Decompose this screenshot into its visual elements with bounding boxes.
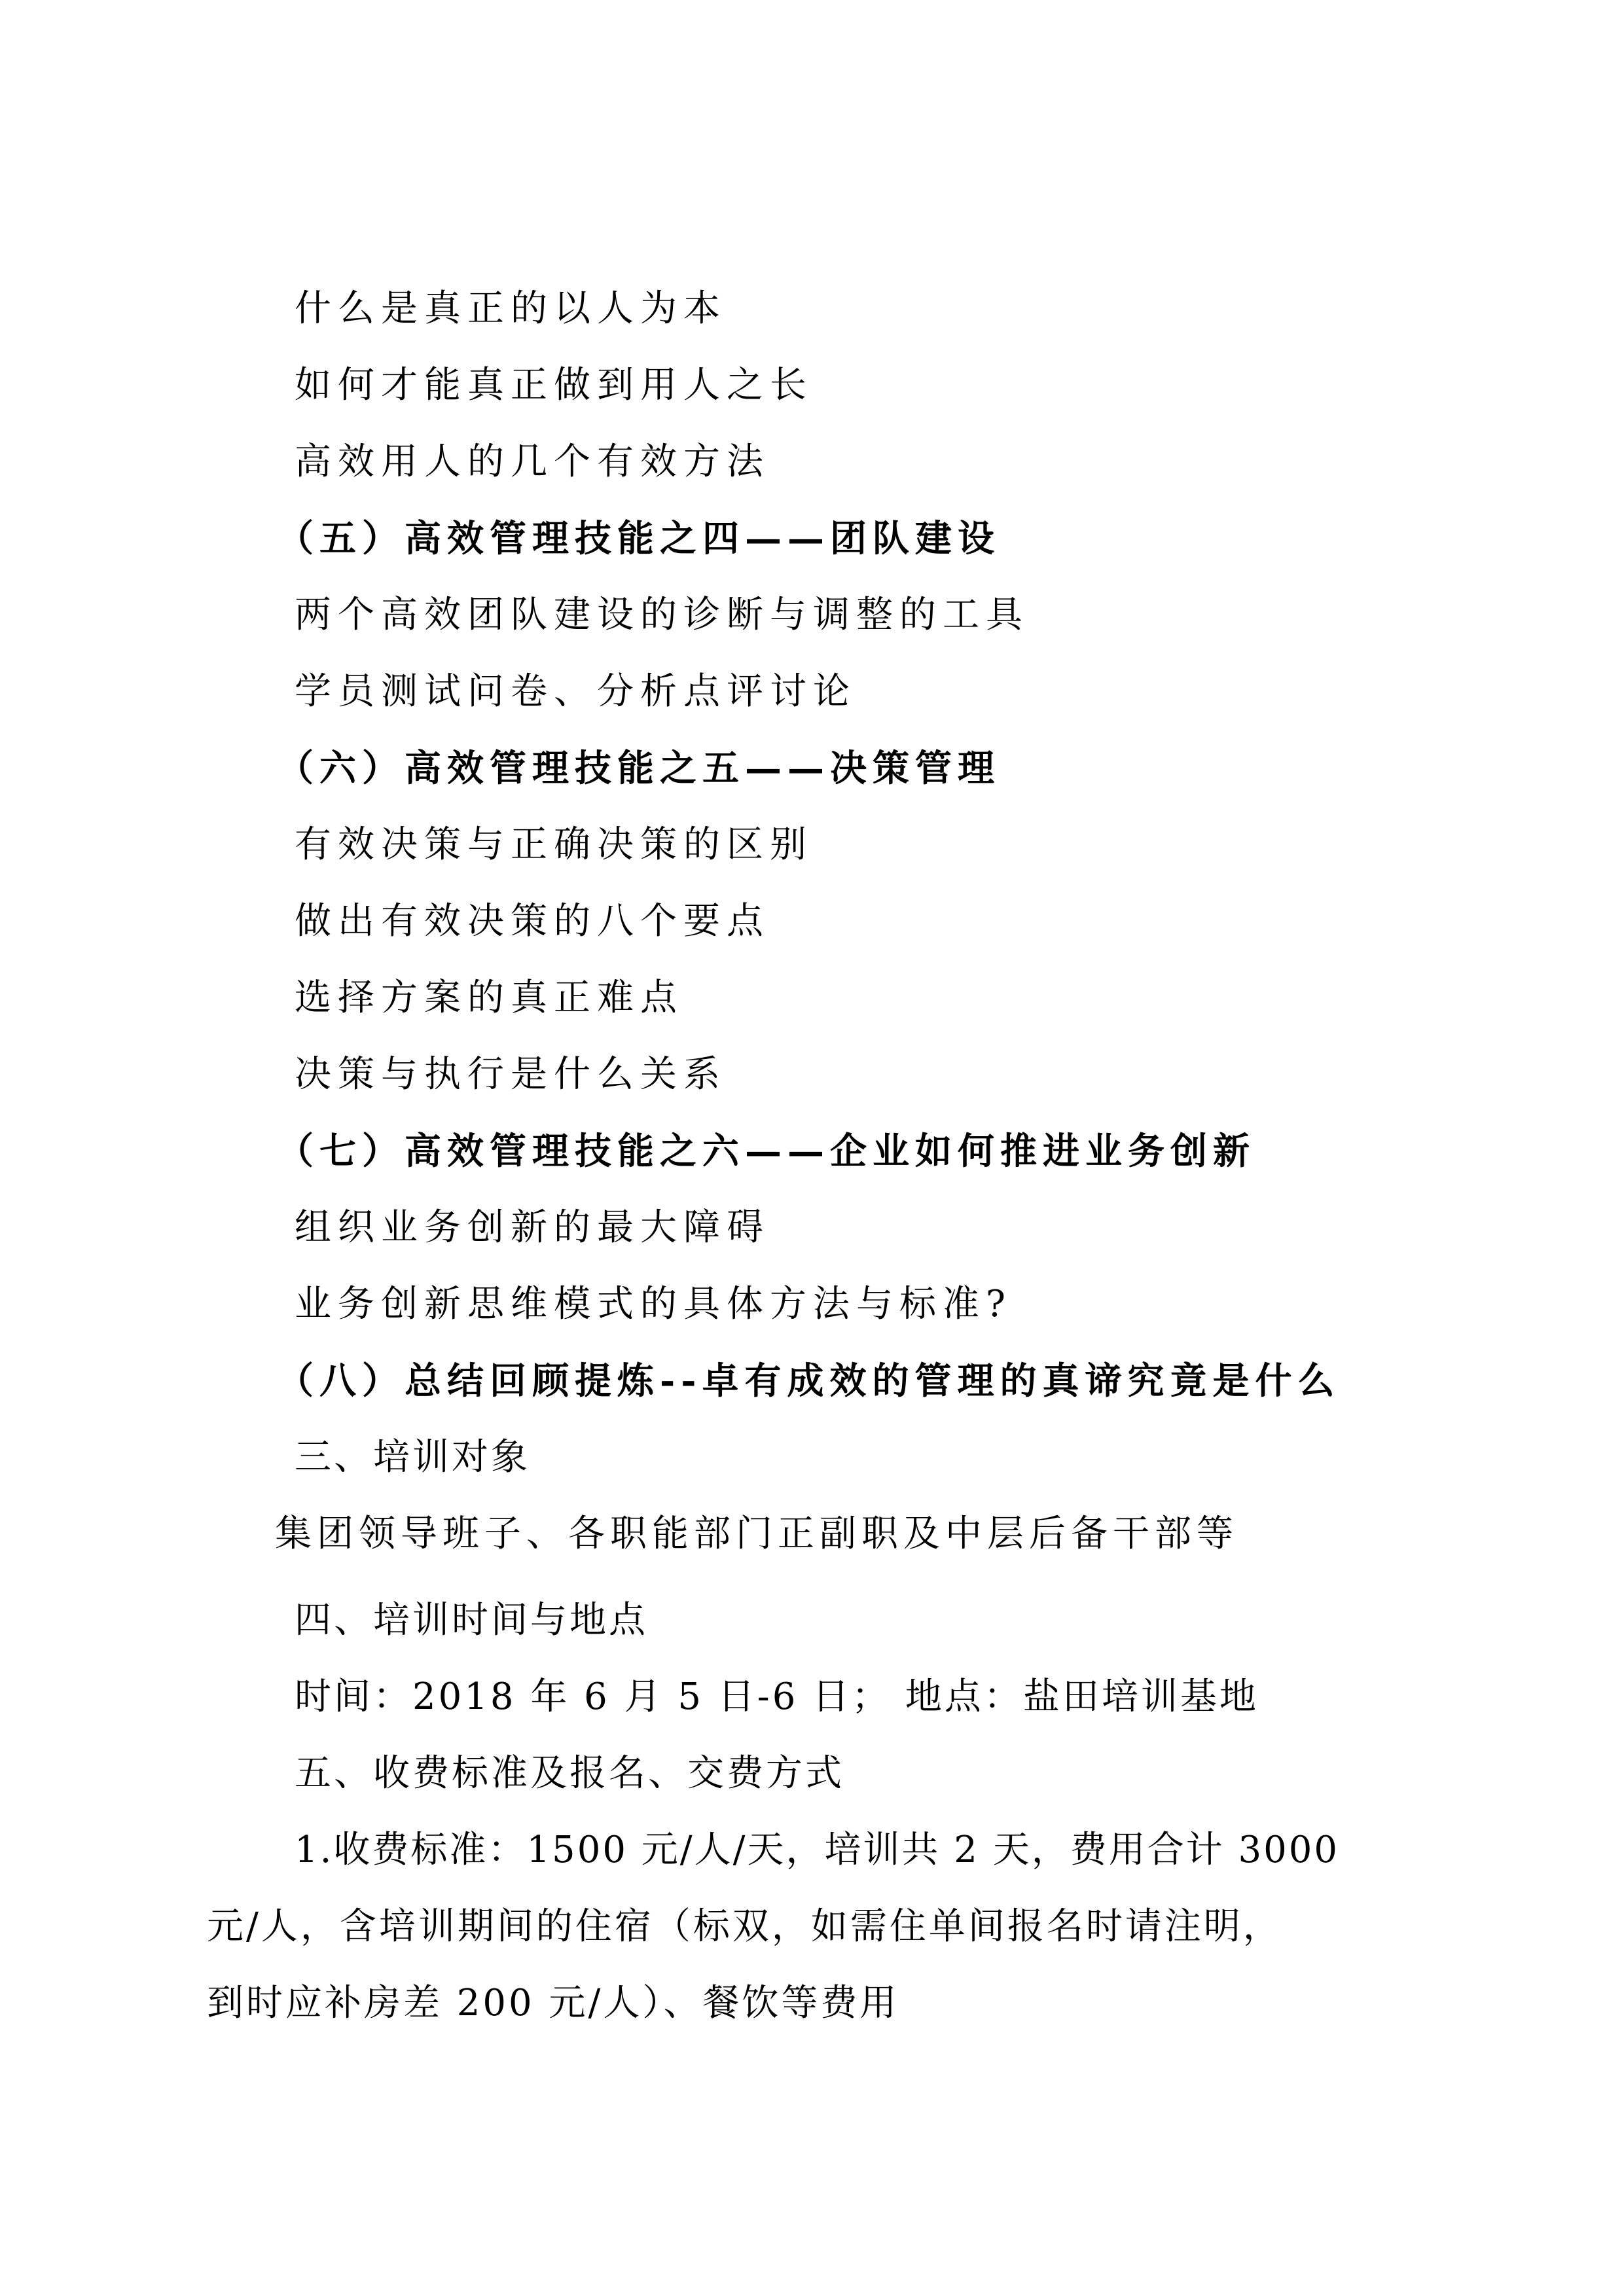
training-target-heading: 三、培训对象 xyxy=(295,1436,530,1479)
time-place-text: 时间：2018 年 6 月 5 日-6 日； 地点：盐田培训基地 xyxy=(295,1676,1259,1718)
fees-paragraph-line: 到时应补房差 200 元/人）、餐饮等费用 xyxy=(207,1982,899,2024)
list-item: 决策与执行是什么关系 xyxy=(295,1053,727,1096)
list-item: 什么是真正的以人为本 xyxy=(295,287,727,330)
list-item: 如何才能真正做到用人之长 xyxy=(295,364,813,406)
list-item: 做出有效决策的八个要点 xyxy=(295,900,770,942)
list-item: 学员测试问卷、分析点评讨论 xyxy=(295,670,856,713)
list-item: 有效决策与正确决策的区别 xyxy=(295,823,813,866)
list-item: 选择方案的真正难点 xyxy=(295,977,683,1019)
list-item: 两个高效团队建设的诊断与调整的工具 xyxy=(295,594,1029,636)
section-5-title: （五）高效管理技能之四——团队建设 xyxy=(277,517,1000,560)
fees-paragraph-line: 1.收费标准：1500 元/人/天，培训共 2 天，费用合计 3000 xyxy=(295,1829,1340,1871)
fees-paragraph-line: 元/人，含培训期间的住宿（标双，如需住单间报名时请注明， xyxy=(207,1905,1282,1948)
section-6-title: （六）高效管理技能之五——决策管理 xyxy=(277,747,1000,790)
time-place-heading: 四、培训时间与地点 xyxy=(295,1599,648,1641)
fees-heading: 五、收费标准及报名、交费方式 xyxy=(295,1752,844,1795)
list-item: 业务创新思维模式的具体方法与标准? xyxy=(295,1283,1013,1325)
section-8-title: （八）总结回顾提炼--卓有成效的管理的真谛究竟是什么 xyxy=(277,1359,1341,1403)
section-7-title: （七）高效管理技能之六——企业如何推进业务创新 xyxy=(277,1130,1255,1173)
training-target-text: 集团领导班子、各职能部门正副职及中层后备干部等 xyxy=(275,1513,1238,1555)
list-item: 组织业务创新的最大障碍 xyxy=(295,1206,770,1249)
list-item: 高效用人的几个有效方法 xyxy=(295,440,770,483)
